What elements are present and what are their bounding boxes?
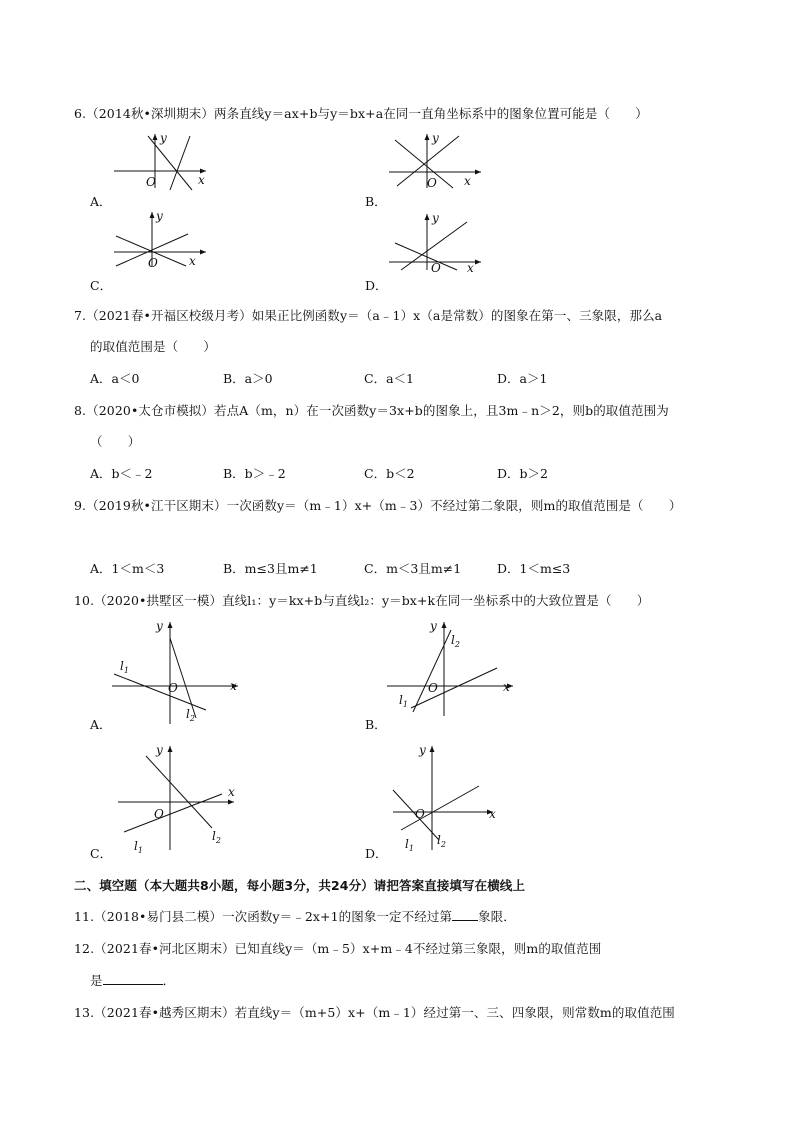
origin-label: O (427, 176, 437, 190)
q6-option-b[interactable]: B． (365, 194, 387, 209)
q11-answer-blank[interactable] (452, 910, 478, 921)
q10-option-c[interactable]: C． (90, 846, 113, 861)
q8-option-d[interactable]: D．b＞2 (497, 466, 548, 481)
origin-label: O (431, 261, 441, 275)
q13-text-line1: 13.（2021春•越秀区期末）若直线y＝（m+5）x+（m﹣1）经过第一、三、四象限，则常数m的取值范围 (74, 1005, 675, 1020)
y-axis-label: y (432, 131, 439, 145)
q10-graph-b (385, 618, 520, 718)
q12-answer-blank[interactable] (103, 974, 163, 985)
x-axis-label: x (464, 174, 471, 188)
q9-option-a[interactable]: A．1＜m＜3 (90, 561, 165, 576)
q12-text-before: 是 (90, 973, 103, 988)
q6-graph-a (110, 130, 210, 190)
q7-option-d[interactable]: D．a＞1 (497, 371, 548, 386)
q10-graph-a (110, 618, 245, 726)
origin-label: O (146, 175, 156, 189)
q6-graph-d (385, 211, 485, 275)
q10-option-b[interactable]: B． (365, 717, 387, 732)
x-axis-label: x (489, 807, 496, 821)
q12-text-line1: 12.（2021春•河北区期末）已知直线y＝（m﹣5）x+m﹣4不经过第三象限，则m的取值范围 (74, 941, 602, 956)
q7-text-line2: 的取值范围是（ ） (90, 339, 217, 354)
l2-label: $l_2$ (186, 707, 195, 723)
origin-label: O (168, 681, 178, 695)
q7-text-line1: 7.（2021春•开福区校级月考）如果正比例函数y＝（a﹣1）x（a是常数）的图象在第一、三象限，那么a (74, 308, 663, 323)
q11-text (74, 907, 516, 925)
q11-text-before: 11.（2018•易门县二模）一次函数y＝﹣2x+1的图象一定不经过第 (74, 909, 453, 924)
q10-graph-d (385, 742, 510, 852)
q6-graph-b (385, 130, 485, 190)
q12-text-after: ． (162, 973, 176, 988)
x-axis-label: x (189, 254, 196, 268)
q7-option-a[interactable]: A．a＜0 (90, 371, 140, 386)
q8-option-b[interactable]: B．b＞﹣2 (223, 466, 286, 481)
origin-label: O (154, 807, 164, 821)
y-axis-label: y (156, 619, 163, 633)
q6-graph-c (110, 210, 210, 268)
l1-label: $l_1$ (134, 839, 143, 855)
l1-label: $l_1$ (399, 693, 408, 709)
origin-label: O (415, 807, 425, 821)
q10-text: 10.（2020•拱墅区一模）直线l₁：y＝kx+b与直线l₂：y＝bx+k在同一坐标系中的大致位置是（ ） (74, 593, 650, 608)
q8-option-c[interactable]: C．b＜2 (364, 466, 415, 481)
q8-text-line1: 8.（2020•太仓市模拟）若点A（m，n）在一次函数y＝3x+b的图象上，且3m﹣n＞2，则b的取值范围为 (74, 403, 669, 418)
l2-label: $l_2$ (212, 829, 221, 845)
q7-option-c[interactable]: C．a＜1 (364, 371, 414, 386)
q6-option-c[interactable]: C． (90, 278, 113, 293)
y-axis-label: y (419, 743, 426, 757)
q8-option-a[interactable]: A．b＜﹣2 (90, 466, 153, 481)
q6-option-d[interactable]: D． (365, 278, 388, 293)
y-axis-label: y (430, 619, 437, 633)
y-axis-label: y (156, 743, 163, 757)
q12-text-line2 (90, 971, 175, 989)
q6-text: 6.（2014秋•深圳期末）两条直线y＝ax+b与y＝bx+a在同一直角坐标系中的图象位置可能是（ ） (74, 106, 648, 121)
y-axis-label: y (156, 209, 163, 223)
section-2-heading: 二、填空题（本大题共8小题，每小题3分，共24分）请把答案直接填写在横线上 (74, 878, 525, 893)
x-axis-label: x (503, 680, 510, 694)
q9-option-b[interactable]: B．m≤3且m≠1 (223, 561, 318, 576)
q9-text: 9.（2019秋•江干区期末）一次函数y＝（m﹣1）x+（m﹣3）不经过第二象限，则m的取值范围是（ ） (74, 498, 682, 513)
q10-option-d[interactable]: D． (365, 846, 388, 861)
x-axis-label: x (198, 173, 205, 187)
l2-label: $l_2$ (451, 633, 460, 649)
y-axis-label: y (160, 131, 167, 145)
q10-option-a[interactable]: A． (90, 717, 112, 732)
q10-graph-c (110, 742, 245, 855)
l2-label: $l_2$ (437, 833, 446, 849)
q8-text-line2: （ ） (90, 434, 141, 449)
q11-text-after: 象限． (478, 909, 516, 924)
y-axis-label: y (432, 211, 439, 225)
q6-option-a[interactable]: A． (90, 194, 112, 209)
origin-label: O (428, 681, 438, 695)
q7-option-b[interactable]: B．a＞0 (223, 371, 273, 386)
origin-label: O (148, 256, 158, 270)
q9-option-c[interactable]: C．m＜3且m≠1 (364, 561, 462, 576)
q9-option-d[interactable]: D．1＜m≤3 (497, 561, 571, 576)
x-axis-label: x (230, 679, 237, 693)
x-axis-label: x (467, 261, 474, 275)
l1-label: $l_1$ (405, 837, 414, 853)
l1-label: $l_1$ (120, 659, 129, 675)
x-axis-label: x (228, 785, 235, 799)
